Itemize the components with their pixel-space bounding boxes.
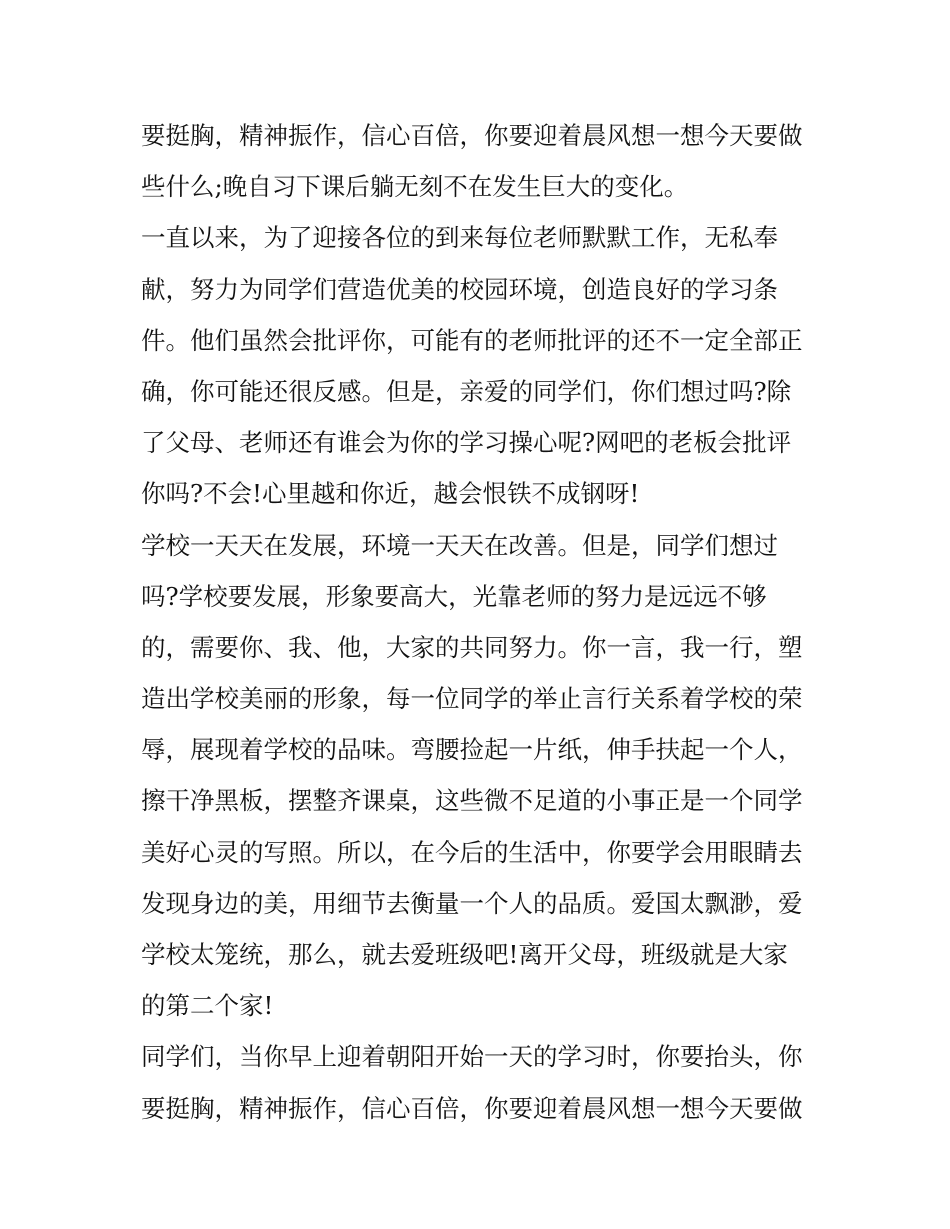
text-line: 辱，展现着学校的品味。弯腰捡起一片纸，伸手扶起一个人，: [141, 735, 803, 765]
text-line: 的，需要你、我、他，大家的共同努力。你一言，我一行，塑: [141, 632, 803, 662]
text-line: 的第二个家!: [141, 991, 274, 1021]
text-line: 一直以来，为了迎接各位的到来每位老师默默工作，无私奉: [141, 223, 778, 253]
text-line: 造出学校美丽的形象，每一位同学的举止言行关系着学校的荣: [141, 684, 803, 714]
text-line: 发现身边的美，用细节去衡量一个人的品质。爱国太飘渺，爱: [141, 888, 803, 918]
text-line: 你吗?不会!心里越和你近，越会恨铁不成钢呀!: [141, 479, 640, 509]
text-line: 学校一天天在发展，环境一天天在改善。但是，同学们想过: [141, 530, 778, 560]
text-line: 献，努力为同学们营造优美的校园环境，创造良好的学习条: [141, 274, 778, 304]
text-line: 擦干净黑板，摆整齐课桌，这些微不足道的小事正是一个同学: [141, 786, 803, 816]
text-line: 确，你可能还很反感。但是，亲爱的同学们，你们想过吗?除: [141, 376, 792, 406]
text-line: 要挺胸，精神振作，信心百倍，你要迎着晨风想一想今天要做: [141, 1093, 803, 1123]
text-line: 件。他们虽然会批评你，可能有的老师批评的还不一定全部正: [141, 325, 803, 355]
text-line: 要挺胸，精神振作，信心百倍，你要迎着晨风想一想今天要做: [141, 121, 803, 150]
text-line: 了父母、老师还有谁会为你的学习操心呢?网吧的老板会批评: [141, 428, 792, 458]
text-line: 学校太笼统，那么，就去爱班级吧!离开父母，班级就是大家: [141, 940, 788, 969]
document-body: [141, 110, 821, 1134]
text-line: 吗?学校要发展，形象要高大，光靠老师的努力是远远不够: [141, 581, 767, 611]
text-line: 美好心灵的写照。所以，在今后的生活中，你要学会用眼睛去: [141, 837, 803, 867]
text-line: 同学们，当你早上迎着朝阳开始一天的学习时，你要抬头，你: [141, 1042, 803, 1072]
text-line: 些什么;晚自习下课后躺无刻不在发生巨大的变化。: [141, 172, 689, 202]
